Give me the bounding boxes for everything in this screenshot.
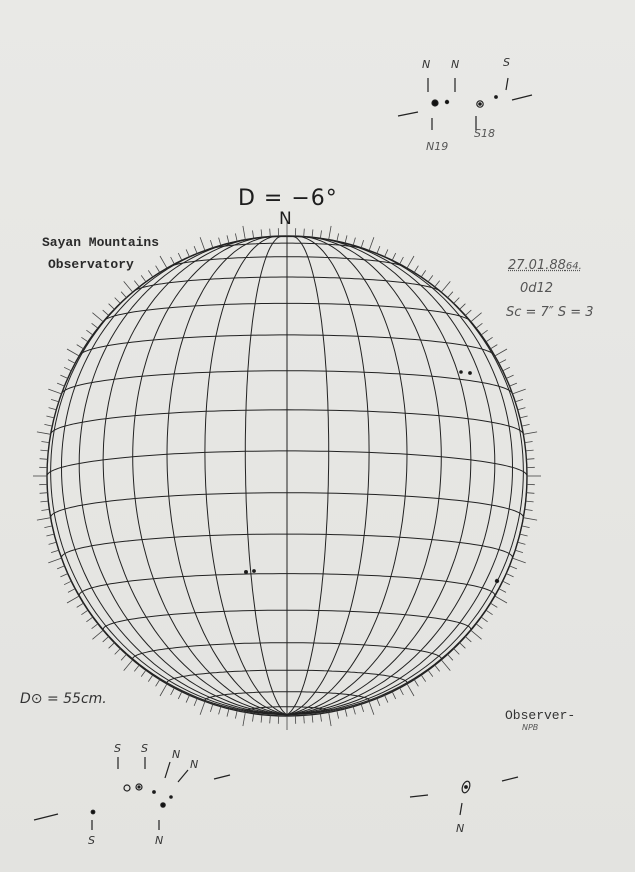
limb-tick [160, 684, 167, 696]
disk-diameter: D⊙ = 55cm. [20, 691, 107, 707]
svg-text:S: S [88, 834, 95, 847]
limb-tick [337, 711, 339, 719]
limb-tick [506, 574, 513, 577]
limb-tick [407, 684, 414, 696]
limb-tick [124, 281, 133, 292]
limb-tick [506, 375, 513, 378]
limb-tick [495, 596, 507, 603]
sunspot-umbra [479, 103, 481, 105]
svg-text:N: N [422, 58, 431, 71]
limb-tick [361, 704, 363, 712]
limb-tick [141, 670, 146, 676]
orientation-line [502, 777, 518, 781]
limb-tick [465, 637, 471, 642]
orientation-line [506, 78, 508, 90]
limb-tick [67, 596, 79, 603]
limb-tick [522, 424, 530, 426]
limb-tick [77, 603, 84, 607]
limb-tick [435, 665, 440, 671]
limb-tick [46, 416, 54, 418]
limb-tick [421, 270, 426, 277]
limb-tick [41, 442, 49, 443]
observatory-name: Sayan Mountains [42, 235, 160, 250]
limb-tick [44, 424, 52, 426]
limb-tick [37, 518, 51, 520]
limb-tick [304, 229, 305, 237]
limb-tick [171, 257, 175, 264]
limb-tick [329, 226, 331, 240]
limb-tick [67, 349, 79, 356]
limb-tick [454, 649, 460, 655]
limb-tick [435, 281, 440, 287]
limb-tick [414, 680, 418, 687]
limb-tick [171, 688, 175, 695]
limb-tick [219, 238, 221, 246]
limb-tick [194, 699, 197, 706]
observer-id: NPB [522, 723, 539, 732]
observation-time: 0d12 [520, 281, 554, 296]
limb-tick [353, 238, 355, 246]
limb-tick [510, 566, 517, 569]
limb-tick [261, 715, 262, 723]
limb-tick [60, 375, 67, 378]
limb-tick [522, 526, 530, 528]
limb-tick [160, 256, 167, 268]
limb-tick [400, 688, 404, 695]
limb-tick [526, 493, 534, 494]
observation-date: 27.01.8864. [508, 258, 582, 273]
orientation-line [34, 814, 58, 820]
limb-tick [491, 603, 498, 607]
svg-text:N: N [155, 834, 164, 847]
limb-tick [40, 459, 48, 460]
limb-tick [515, 550, 523, 552]
limb-tick [270, 229, 271, 237]
limb-tick [115, 298, 121, 304]
limb-tick [518, 408, 526, 410]
limb-tick [361, 240, 363, 248]
limb-tick [471, 313, 482, 322]
limb-tick [503, 367, 510, 371]
limb-tick [134, 281, 139, 287]
limb-tick [448, 292, 453, 298]
limb-tick [520, 416, 528, 418]
limb-tick [312, 229, 313, 237]
limb-tick [448, 654, 453, 660]
limb-tick [526, 450, 534, 451]
sunspot [495, 579, 498, 582]
limb-tick [57, 383, 64, 386]
limb-tick [525, 442, 533, 443]
sunspot [124, 785, 130, 791]
limb-tick [304, 715, 305, 723]
sunspot [469, 372, 472, 375]
limb-tick [178, 692, 182, 699]
limb-tick [526, 501, 534, 502]
limb-tick [141, 275, 146, 281]
orientation-line [512, 95, 532, 100]
limb-tick [92, 624, 98, 629]
svg-text:S: S [503, 56, 510, 69]
limb-tick [40, 501, 48, 502]
limb-tick [134, 665, 139, 671]
limb-tick [345, 709, 347, 717]
sunspot [170, 796, 172, 798]
limb-tick [320, 714, 321, 722]
sunspot [91, 810, 95, 814]
limb-tick [481, 617, 487, 622]
limb-tick [392, 253, 396, 260]
sunspot [445, 100, 448, 103]
limb-tick [499, 360, 506, 364]
limb-tick [385, 249, 388, 256]
orientation-line [410, 795, 428, 797]
limb-tick [68, 360, 75, 364]
svg-text:N: N [172, 748, 181, 761]
limb-tick [60, 574, 67, 577]
limb-tick [178, 253, 182, 260]
limb-tick [156, 680, 160, 687]
limb-tick [40, 450, 48, 451]
limb-tick [460, 304, 466, 310]
limb-tick [92, 630, 103, 639]
limb-tick [86, 330, 92, 335]
limb-tick [400, 257, 404, 264]
sunspot [253, 570, 256, 573]
limb-tick [491, 345, 498, 349]
limb-tick [103, 310, 109, 315]
limb-tick [121, 292, 126, 298]
orientation-line [178, 770, 188, 782]
limb-tick [515, 399, 523, 401]
limb-tick [148, 270, 153, 277]
limb-tick [476, 624, 482, 629]
limb-tick [471, 630, 482, 639]
limb-tick [235, 711, 237, 719]
limb-tick [441, 281, 450, 292]
limb-tick [526, 459, 534, 460]
orientation-line [214, 775, 230, 779]
limb-tick [51, 399, 59, 401]
limb-tick [441, 660, 450, 671]
limb-tick [476, 323, 482, 328]
limb-tick [377, 246, 380, 253]
limb-tick [428, 670, 433, 676]
limb-tick [64, 367, 71, 371]
limb-tick [57, 566, 64, 569]
svg-text:S: S [114, 742, 121, 755]
limb-tick [121, 654, 126, 660]
limb-tick [499, 589, 506, 593]
limb-tick [392, 692, 396, 699]
limb-tick [200, 702, 205, 715]
limb-tick [41, 509, 49, 510]
limb-tick [486, 610, 493, 615]
limb-tick [421, 675, 426, 682]
limb-tick [68, 589, 75, 593]
limb-tick [523, 432, 537, 434]
limb-tick [329, 712, 331, 726]
limb-tick [200, 237, 205, 250]
limb-tick [253, 714, 254, 722]
limb-tick [227, 709, 229, 717]
limb-tick [109, 304, 115, 310]
limb-tick [48, 389, 61, 394]
limb-tick [186, 249, 189, 256]
limb-tick [49, 542, 57, 544]
limb-tick [81, 610, 88, 615]
limb-tick [115, 649, 121, 655]
limb-tick [454, 298, 460, 304]
limb-tick [503, 581, 510, 585]
limb-tick [520, 534, 528, 536]
limb-tick [353, 707, 355, 715]
limb-tick [523, 518, 537, 520]
limb-tick [227, 235, 229, 243]
limb-tick [81, 337, 88, 342]
limb-tick [210, 240, 212, 248]
limb-tick [312, 715, 313, 723]
limb-tick [92, 323, 98, 328]
limb-tick [124, 660, 133, 671]
limb-tick [235, 233, 237, 241]
limb-tick [428, 275, 433, 281]
limb-tick [486, 337, 493, 342]
limb-tick [86, 617, 92, 622]
limb-tick [243, 226, 245, 240]
limb-tick [109, 643, 115, 649]
limb-tick [407, 256, 414, 268]
limb-tick [460, 643, 466, 649]
limb-tick [345, 235, 347, 243]
north-pole-label: N [279, 209, 292, 229]
limb-tick [49, 408, 57, 410]
limb-tick [194, 246, 197, 253]
seeing-conditions: Sc = 7″ S = 3 [506, 305, 594, 320]
limb-tick [525, 509, 533, 510]
limb-tick [510, 383, 517, 386]
limb-tick [77, 345, 84, 349]
limb-tick [51, 550, 59, 552]
limb-tick [148, 675, 153, 682]
limb-tick [243, 712, 245, 726]
limb-tick [46, 534, 54, 536]
limb-tick [369, 237, 374, 250]
limb-tick [103, 637, 109, 642]
limb-tick [210, 704, 212, 712]
group-label-s18: S18 [474, 127, 495, 140]
sunspot [460, 371, 462, 373]
observer-label: Observer- [505, 708, 576, 723]
limb-tick [481, 330, 487, 335]
svg-text:N: N [456, 822, 465, 835]
limb-tick [495, 349, 507, 356]
limb-tick [414, 266, 418, 273]
limb-tick [48, 558, 61, 563]
limb-tick [40, 493, 48, 494]
declination-label: D = −6° [238, 186, 338, 211]
limb-tick [261, 229, 262, 237]
sunspot [245, 571, 248, 574]
limb-tick [64, 581, 71, 585]
limb-tick [44, 526, 52, 528]
sunspot-umbra [465, 786, 468, 789]
limb-tick [186, 695, 189, 702]
orientation-line [460, 803, 462, 815]
limb-tick [518, 542, 526, 544]
orientation-line [165, 762, 170, 778]
limb-tick [92, 313, 103, 322]
limb-tick [253, 230, 254, 238]
limb-tick [320, 230, 321, 238]
sunspot [495, 96, 498, 99]
sunspot [432, 100, 438, 106]
observatory-name-line2: Observatory [48, 257, 134, 272]
orientation-line [398, 112, 418, 116]
limb-tick [513, 558, 526, 563]
limb-tick [369, 702, 374, 715]
limb-tick [219, 707, 221, 715]
limb-tick [337, 233, 339, 241]
sunspot-umbra [138, 786, 140, 788]
svg-text:S: S [141, 742, 148, 755]
sunspot [153, 791, 156, 794]
limb-tick [156, 266, 160, 273]
limb-tick [465, 310, 471, 315]
svg-text:N: N [190, 758, 199, 771]
sunspot [161, 803, 165, 807]
limb-tick [270, 715, 271, 723]
limb-tick [385, 695, 388, 702]
group-label-n19: N19 [426, 140, 449, 153]
limb-tick [37, 432, 51, 434]
limb-tick [377, 699, 380, 706]
limb-tick [513, 389, 526, 394]
svg-text:N: N [451, 58, 460, 71]
